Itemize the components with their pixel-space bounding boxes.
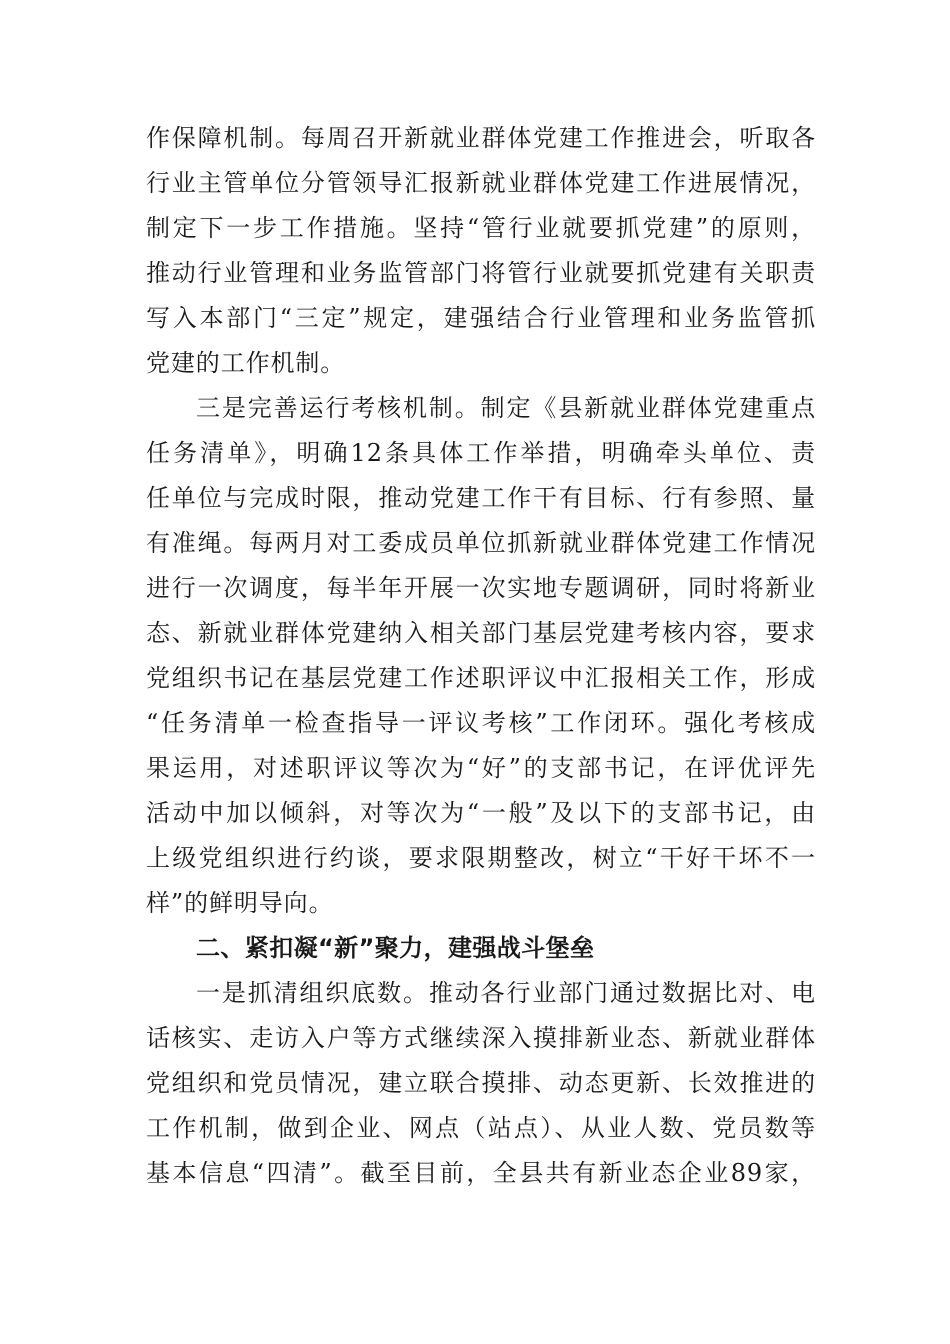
body-text-line: 果运用，对述职评议等次为“好”的支部书记，在评优评先 [146, 754, 816, 782]
body-text-line: 工作机制，做到企业、网点（站点）、从业人数、党员数等 [146, 1114, 816, 1142]
body-text-line: 样”的鲜明导向。 [146, 889, 334, 917]
body-text-line: 推动行业管理和业务监管部门将管行业就要抓党建有关职责 [146, 259, 816, 287]
section-heading: 二、紧扣凝“新”聚力，建强战斗堡垒 [196, 934, 595, 962]
body-text-line: 活动中加以倾斜，对等次为“一般”及以下的支部书记，由 [146, 799, 816, 827]
body-text-line: 作保障机制。每周召开新就业群体党建工作推进会，听取各 [146, 124, 816, 152]
body-text-line: 行业主管单位分管领导汇报新就业群体党建工作进展情况， [146, 169, 816, 197]
body-text-line: 任务清单》，明确12条具体工作举措，明确牵头单位、责 [146, 439, 816, 467]
paragraph-first-line: 一是抓清组织底数。推动各行业部门通过数据比对、电 [196, 979, 816, 1007]
body-text-line: “任务清单一检查指导一评议考核”工作闭环。强化考核成 [146, 709, 816, 737]
body-text-line: 党建的工作机制。 [146, 349, 346, 377]
body-text-line: 态、新就业群体党建纳入相关部门基层党建考核内容，要求 [146, 619, 816, 647]
body-text-line: 任单位与完成时限，推动党建工作干有目标、行有参照、量 [146, 484, 816, 512]
body-text-line: 党组织和党员情况，建立联合摸排、动态更新、长效推进的 [146, 1069, 816, 1097]
body-text-line: 写入本部门“三定”规定，建强结合行业管理和业务监管抓 [146, 304, 816, 332]
body-text-line: 基本信息“四清”。截至目前，全县共有新业态企业89家， [146, 1159, 816, 1187]
body-text-line: 制定下一步工作措施。坚持“管行业就要抓党建”的原则， [146, 214, 816, 242]
paragraph-first-line: 三是完善运行考核机制。制定《县新就业群体党建重点 [196, 394, 816, 422]
body-text-line: 党组织书记在基层党建工作述职评议中汇报相关工作，形成 [146, 664, 816, 692]
body-text-line: 上级党组织进行约谈，要求限期整改，树立“干好干坏不一 [146, 844, 816, 872]
body-text-line: 有准绳。每两月对工委成员单位抓新就业群体党建工作情况 [146, 529, 816, 557]
body-text-line: 进行一次调度，每半年开展一次实地专题调研，同时将新业 [146, 574, 816, 602]
body-text-line: 话核实、走访入户等方式继续深入摸排新业态、新就业群体 [146, 1024, 816, 1052]
